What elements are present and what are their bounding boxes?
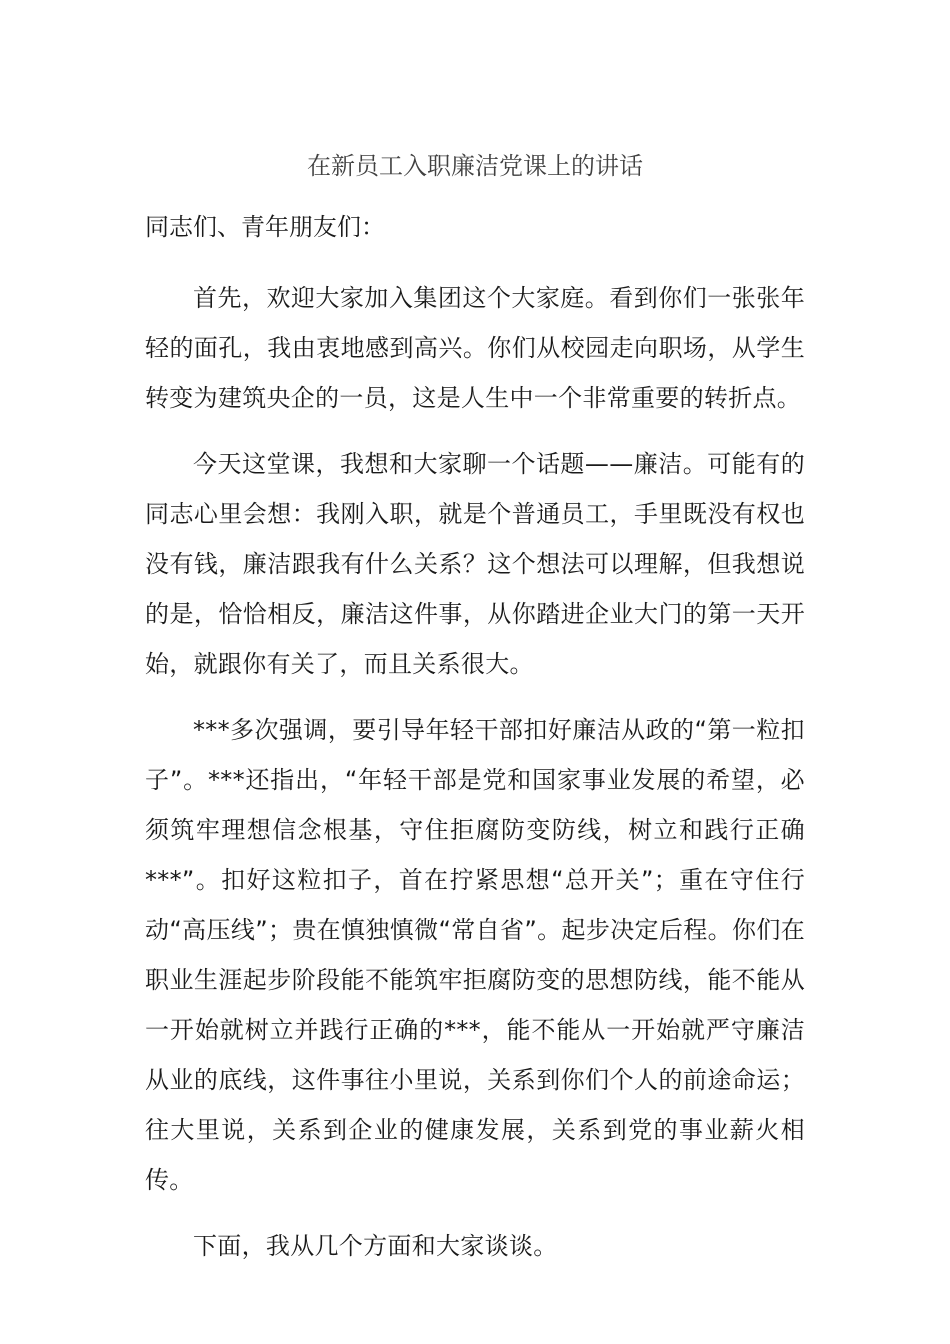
document-title: 在新员工入职廉洁党课上的讲话	[307, 152, 643, 180]
paragraph-topic: 今天这堂课，我想和大家聊一个话题——廉洁。可能有的同志心里会想：我刚入职，就是个普通员工，手里既没有权也没有钱，廉洁跟我有什么关系？这个想法可以理解，但我想说的是，恰恰相反，廉洁这件事，从你踏进企业大门的第一天开始，就跟你有关了，而且关系很大。	[145, 450, 805, 678]
paragraph-welcome: 首先，欢迎大家加入集团这个大家庭。看到你们一张张年轻的面孔，我由衷地感到高兴。你们从校园走向职场，从学生转变为建筑央企的一员，这是人生中一个非常重要的转折点。	[145, 284, 805, 412]
paragraph-first-button: ***多次强调，要引导年轻干部扣好廉洁从政的“第一粒扣子”。***还指出，“年轻干部是党和国家事业发展的希望，必须筑牢理想信念根基，守住拒腐防变防线，树立和践行正确***”。扣好这粒扣子，首在拧紧思想“总开关”；重在守住行动“高压线”；贵在慎独慎微“常自省”。起步决定后程。你们在职业生涯起步阶段能不能筑牢拒腐防变的思想防线，能不能从一开始就树立并践行正确的***，能不能从一开始就严守廉洁从业的底线，这件事往小里说，关系到你们个人的前途命运；往大里说，关系到企业的健康发展，关系到党的事业薪火相传。	[145, 716, 805, 1194]
document-body	[145, 205, 805, 1287]
salutation: 同志们、青年朋友们：	[145, 213, 385, 241]
paragraph-outline: 下面，我从几个方面和大家谈谈。	[193, 1232, 558, 1260]
